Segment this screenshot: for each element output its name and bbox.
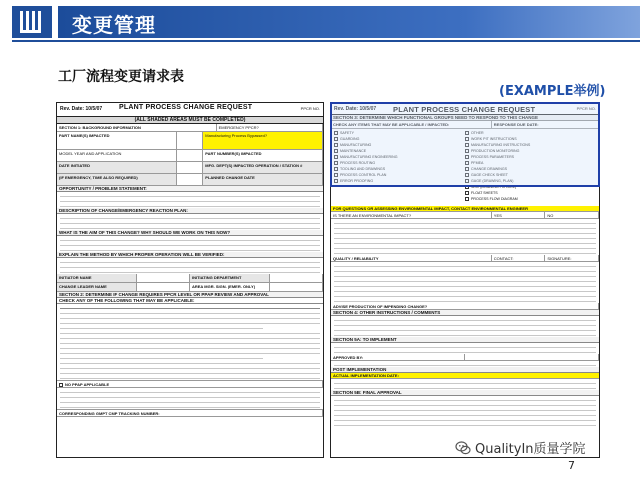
placeholder-line [334,268,596,272]
placeholder-line [334,293,596,297]
advise-label: ADVISE PRODUCTION OF IMPENDING CHANGE? [331,303,599,309]
watermark-text: QualityIn质量学院 [475,442,586,457]
bypassed-label: Manufacturing Process Bypassed? [203,132,323,149]
functional-group-label: WORK PIT INSTRUCTIONS [471,137,517,141]
area-mgr-value [270,283,323,291]
placeholder-line [334,422,596,426]
corresponding-label: CORRESPONDING GMPT CMP TRACKING NUMBER: [57,410,323,416]
part-name-label: PART NAME(S) IMPACTED [57,132,177,149]
emergency-ppcr: EMERGENCY PPCR? [217,124,323,131]
model-year-row [57,150,323,162]
placeholder-line [60,220,320,224]
placeholder-line [60,345,320,349]
ppcr-form-page-1 [56,102,324,458]
form-title: PLANT PROCESS CHANGE REQUEST [119,104,253,111]
placeholder-line [60,360,320,364]
placeholder-line [334,278,596,282]
placeholder-line [334,250,596,254]
functional-group-label: GUARDING [340,137,360,141]
placeholder-line [334,362,596,366]
env-impact-label: IS THERE AN ENVIRONMENTAL IMPACT? [331,212,492,218]
section4-header: SECTION 4: OTHER INSTRUCTIONS / COMMENTS [331,310,599,316]
aim-label: WHAT IS THE AIM OF THIS CHANGE? WHY SHOULD WE WORK ON THIS NOW? [57,230,323,236]
placeholder-line [334,288,596,292]
model-year-value [177,150,204,161]
description-label: DESCRIPTION OF CHANGE/EMERGENCY REACTION PLAN: [57,208,323,214]
placeholder-line [334,332,596,336]
date-initiated-row [57,162,323,174]
initiator-label: INITIATOR NAME [57,274,137,282]
env-impact-row [331,212,599,219]
signature-label: SIGNATURE: [545,255,599,261]
shaded-note: (ALL SHADED AREAS MUST BE COMPLETED) [57,117,323,124]
placeholder-line [60,310,320,314]
planned-date-label: PLANNED CHANGE DATE [203,174,323,185]
placeholder-line [60,370,320,374]
placeholder-line [60,394,320,398]
check-any-label: CHECK ANY OF THE FOLLOWING THAT MAY BE APPLICABLE: [57,298,323,304]
placeholder-line [334,298,596,302]
placeholder-line [60,375,320,379]
placeholder-line [60,365,320,369]
section1-header: SECTION 1: BACKGROUND INFORMATION [57,124,217,131]
placeholder-line [60,269,320,273]
approved-by-value [465,354,599,360]
no-ppap-row [57,380,323,388]
placeholder-line [60,340,320,344]
placeholder-line [60,264,320,268]
approved-by-label: APPROVED BY: [331,354,465,360]
header-divider [12,40,640,42]
slide-header [0,0,640,44]
functional-group-label: PROCESS ROUTING [340,161,376,165]
placeholder-line [334,317,596,321]
placeholder-line [334,220,596,224]
form-title: PLANT PROCESS CHANGE REQUEST [393,105,536,114]
functional-group-label: ERROR PROOFING [340,179,374,183]
no-ppap-text: NO PPAP APPLICABLE [65,382,110,387]
checkbox[interactable] [465,197,469,201]
functional-group-label: PFMEA [471,161,484,165]
placeholder-line [334,349,596,353]
initiator-value [137,274,190,282]
check-any-label: CHECK ANY ITEMS THAT MAY BE APPLICABLE / IMPACTED: [331,121,492,128]
initiating-dept-label: INITIATING DEPARTMENT [190,274,270,282]
change-leader-row [57,283,323,292]
section5b-header: SECTION 5B: FINAL APPROVAL [331,390,599,396]
placeholder-line [60,225,320,229]
placeholder-line [60,399,320,403]
placeholder-line [334,407,596,411]
placeholder-line [60,237,320,241]
functional-group-label: MANUFACTURING INSTRUCTIONS [471,143,531,147]
no-ppap-label [57,381,323,387]
functional-group-label: PROCESS FLOW DIAGRAM [471,197,518,201]
emergency-time-row [57,174,323,186]
approved-row-1 [331,354,599,361]
functional-group-item[interactable] [465,196,596,202]
functional-group-item[interactable] [334,196,465,202]
functional-group-label: CHANGE DRAWINGS [471,167,508,171]
section3-header: SECTION 3: DETERMINE WHICH FUNCTIONAL GROUPS NEED TO RESPOND TO THIS CHANGE [331,115,599,121]
placeholder-line [334,225,596,229]
functional-group-label: SAFETY [340,131,354,135]
slide-title: 变更管理 [72,13,156,37]
emergency-time-value [177,174,204,185]
section2-header: SECTION 2: DETERMINE IF CHANGE REQUIRES PPCR LEVEL OR PPAP REVIEW AND APPROVAL [57,292,323,298]
corresponding-row [57,409,323,417]
section5a-header: SECTION 5A: TO IMPLEMENT [331,337,599,343]
quality-label: QUALITY / RELIABILITY [331,255,492,261]
quality-row [331,255,599,262]
model-year-label: MODEL YEAR AND APPLICATION [57,150,177,161]
placeholder-line [334,240,596,244]
wechat-icon [455,440,471,456]
functional-group-label: OTHER [471,131,484,135]
placeholder-line [334,230,596,234]
functional-group-label: PROCESS PARAMETERS [471,155,515,159]
placeholder-line [334,245,596,249]
functional-group-label: SISV (DRAWING FIXTURE) [471,185,517,189]
post-impl-header: POST IMPLEMENTATION [331,367,599,373]
response-due-label: RESPONSE DUE DATE: [492,121,599,128]
emergency-time-label: (IF EMERGENCY, TIME ALSO REQUIRED) [57,174,177,185]
placeholder-line [60,325,263,329]
watermark [455,438,586,457]
rev-date: Rev. Date: 10/5/07 [334,106,377,112]
placeholder-line [60,259,320,263]
ppcr-number: PPCR NO. [576,106,596,111]
placeholder-line [334,385,596,389]
placeholder-line [60,198,320,202]
placeholder-line [60,193,320,197]
placeholder-line [60,215,320,219]
placeholder-line [60,335,320,339]
functional-group-label: GAGE (DRAWING, PLAN) [471,179,514,183]
advise-row [331,303,599,310]
placeholder-line [60,355,263,359]
placeholder-line [334,344,596,348]
placeholder-line [334,273,596,277]
placeholder-line [334,380,596,384]
placeholder-line [60,350,320,354]
placeholder-line [60,242,320,246]
placeholder-line [60,315,320,319]
date-initiated-label: DATE INITIATED [57,162,177,173]
part-numbers-label: PART NUMBER(S) IMPACTED [203,150,323,161]
part-name-value [177,132,204,149]
placeholder-line [334,235,596,239]
change-leader-label: CHANGE LEADER NAME [57,283,137,291]
placeholder-line [60,305,320,309]
contact-label: CONTACT: [492,255,546,261]
placeholder-line [334,322,596,326]
functional-group-label: GAGE CHECK SHEET [471,173,508,177]
title-bar [58,6,640,38]
functional-group-label: MANUFACTURING ENGINEERING [340,155,398,159]
no-ppap-checkbox[interactable] [59,383,63,387]
placeholder-line [334,417,596,421]
ppcr-number: PPCR NO. [300,106,320,111]
initiator-row [57,274,323,283]
questions-bar: FOR QUESTIONS OR ASSESSING ENVIRONMENTAL IMPACT, CONTACT ENVIRONMENTAL ENGINEER [331,206,599,212]
area-mgr-label: AREA MGR. SIGN. (EMER. ONLY) [190,283,270,291]
rev-date: Rev. Date: 10/5/07 [60,106,103,112]
actual-date-bar: ACTUAL IMPLEMENTATION DATE: [331,373,599,379]
placeholder-line [60,203,320,207]
part-name-row [57,132,323,150]
example-label: (EXAMPLE举例) [499,84,606,99]
yes-label: YES [492,212,546,218]
placeholder-line [60,389,320,393]
section1-row [57,124,323,132]
placeholder-line [334,327,596,331]
company-logo-icon [12,6,52,38]
example-highlight-box [330,102,600,187]
placeholder-line [334,402,596,406]
placeholder-line [60,320,320,324]
functional-group-label: MAINTENANCE [340,149,367,153]
functional-group-label: TOOLING AND DRAWINGS [340,167,386,171]
opportunity-label: OPPORTUNITY / PROBLEM STATEMENT: [57,186,323,192]
form-header [57,103,323,117]
initiating-dept-value [270,274,323,282]
placeholder-line [334,397,596,401]
placeholder-line [60,330,320,334]
functional-group-label: PROCESS CONTROL PLAN [340,173,387,177]
slide-subtitle: 工厂流程变更请求表 [58,69,184,85]
no-label: NO [545,212,599,218]
functional-group-label: FLOAT SHEETS [471,191,498,195]
placeholder-line [334,263,596,267]
method-label: EXPLAIN THE METHOD BY WHICH PROPER OPERATION WILL BE VERIFIED: [57,252,323,258]
placeholder-line [60,247,320,251]
change-leader-value [137,283,190,291]
functional-group-label: PRODUCTION MONITORING [471,149,520,153]
placeholder-line [334,412,596,416]
page-number: 7 [568,459,575,472]
placeholder-line [60,404,320,408]
functional-group-label: MANUFACTURING [340,143,372,147]
mfg-dept-label: MFG. DEPT(S) IMPACTED OPERATION / STATION # [203,162,323,173]
checkbox[interactable] [465,191,469,195]
date-initiated-value [177,162,204,173]
placeholder-line [334,283,596,287]
